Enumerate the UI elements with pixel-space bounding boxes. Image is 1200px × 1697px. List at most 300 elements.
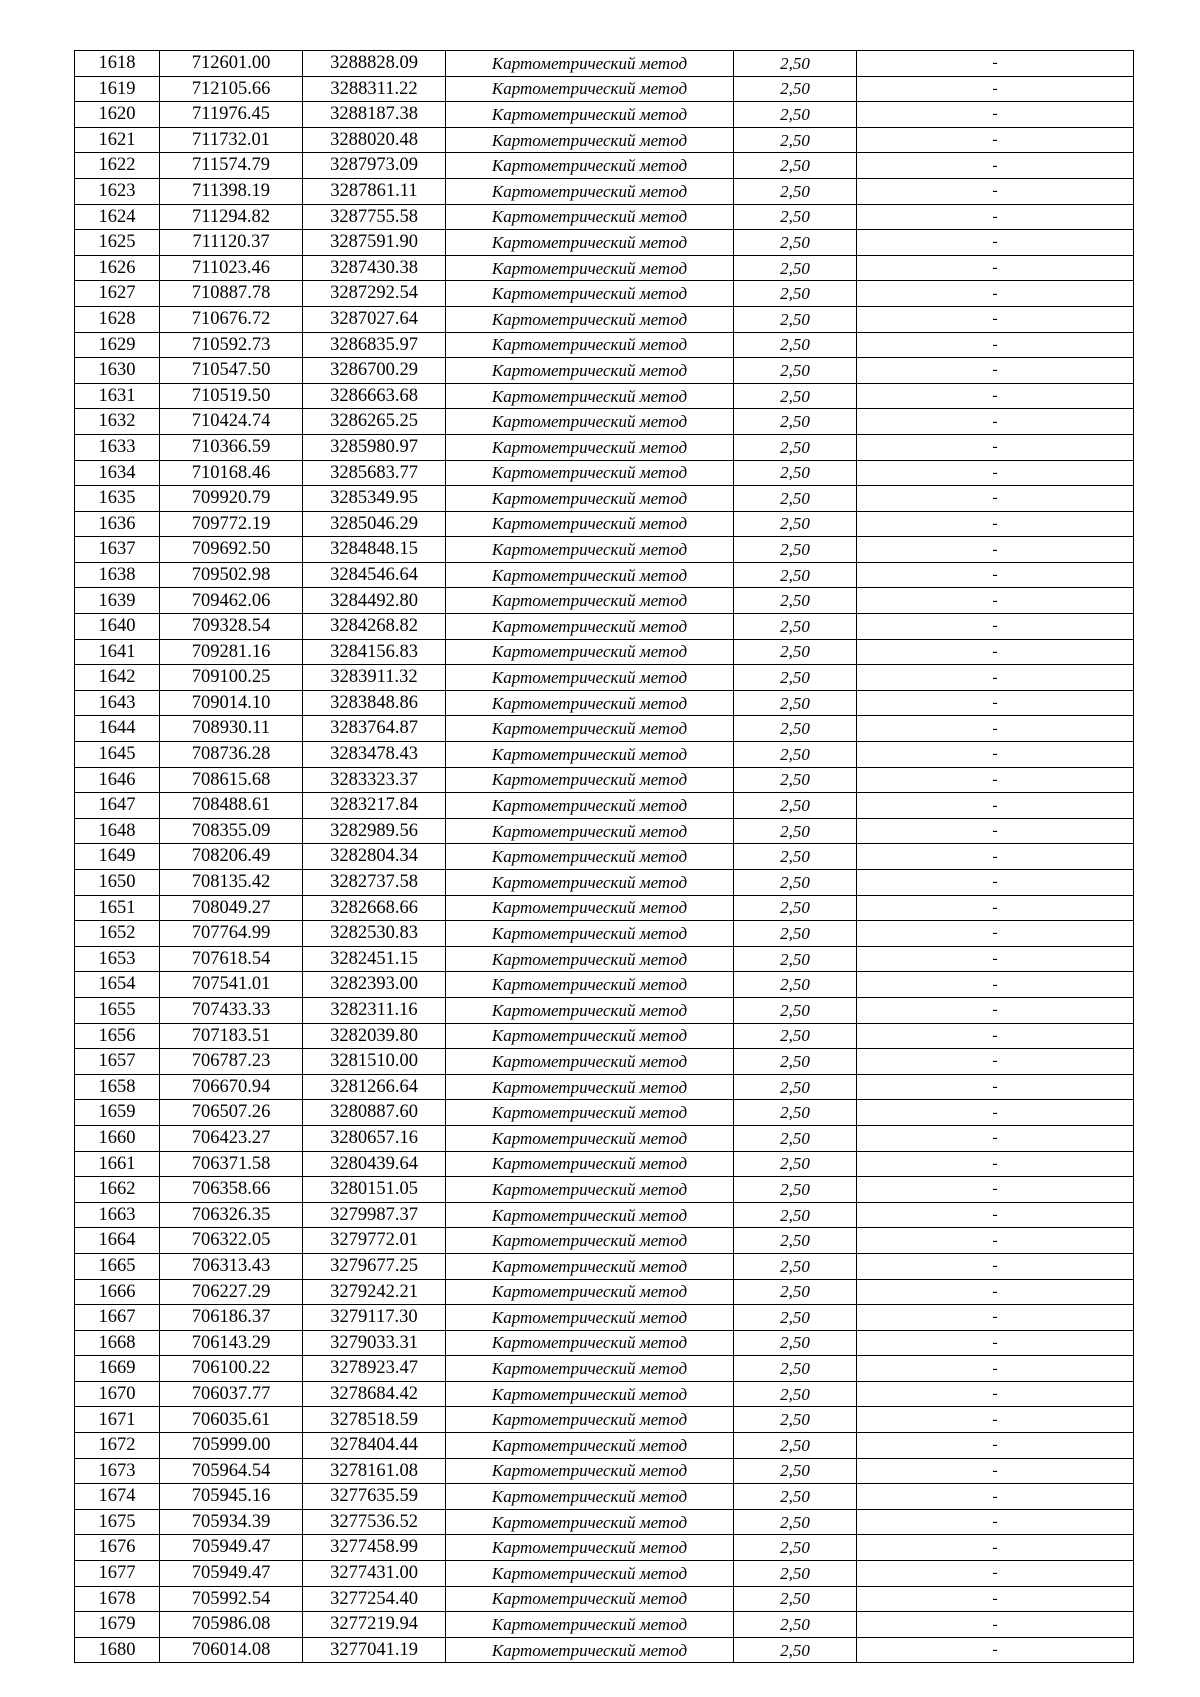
description-cell: - — [857, 1433, 1134, 1459]
y-coordinate-cell: 3283323.37 — [303, 767, 446, 793]
x-coordinate-cell: 711398.19 — [160, 178, 303, 204]
accuracy-cell: 2,50 — [734, 1535, 857, 1561]
accuracy-cell: 2,50 — [734, 818, 857, 844]
x-coordinate-cell: 706227.29 — [160, 1279, 303, 1305]
description-cell: - — [857, 204, 1134, 230]
point-number-cell: 1672 — [75, 1433, 160, 1459]
y-coordinate-cell: 3287861.11 — [303, 178, 446, 204]
description-cell: - — [857, 178, 1134, 204]
x-coordinate-cell: 709692.50 — [160, 537, 303, 563]
y-coordinate-cell: 3278518.59 — [303, 1407, 446, 1433]
description-cell: - — [857, 76, 1134, 102]
description-cell: - — [857, 562, 1134, 588]
description-cell: - — [857, 793, 1134, 819]
x-coordinate-cell: 707541.01 — [160, 972, 303, 998]
description-cell: - — [857, 1381, 1134, 1407]
x-coordinate-cell: 706326.35 — [160, 1202, 303, 1228]
accuracy-cell: 2,50 — [734, 1330, 857, 1356]
x-coordinate-cell: 712105.66 — [160, 76, 303, 102]
point-number-cell: 1670 — [75, 1381, 160, 1407]
accuracy-cell: 2,50 — [734, 742, 857, 768]
point-number-cell: 1646 — [75, 767, 160, 793]
x-coordinate-cell: 706313.43 — [160, 1253, 303, 1279]
y-coordinate-cell: 3277536.52 — [303, 1509, 446, 1535]
description-cell: - — [857, 1484, 1134, 1510]
table-row — [75, 230, 1134, 256]
table-row — [75, 972, 1134, 998]
y-coordinate-cell: 3278923.47 — [303, 1356, 446, 1382]
point-number-cell: 1635 — [75, 486, 160, 512]
description-cell: - — [857, 230, 1134, 256]
point-number-cell: 1658 — [75, 1074, 160, 1100]
x-coordinate-cell: 706423.27 — [160, 1125, 303, 1151]
y-coordinate-cell: 3280657.16 — [303, 1125, 446, 1151]
x-coordinate-cell: 710547.50 — [160, 358, 303, 384]
point-number-cell: 1618 — [75, 51, 160, 77]
accuracy-cell: 2,50 — [734, 383, 857, 409]
x-coordinate-cell: 706371.58 — [160, 1151, 303, 1177]
x-coordinate-cell: 710887.78 — [160, 281, 303, 307]
table-row — [75, 178, 1134, 204]
method-cell: Картометрический метод — [446, 1484, 734, 1510]
accuracy-cell: 2,50 — [734, 486, 857, 512]
accuracy-cell: 2,50 — [734, 511, 857, 537]
y-coordinate-cell: 3285683.77 — [303, 460, 446, 486]
y-coordinate-cell: 3285980.97 — [303, 434, 446, 460]
description-cell: - — [857, 1330, 1134, 1356]
accuracy-cell: 2,50 — [734, 562, 857, 588]
accuracy-cell: 2,50 — [734, 434, 857, 460]
accuracy-cell: 2,50 — [734, 614, 857, 640]
table-row — [75, 51, 1134, 77]
x-coordinate-cell: 711976.45 — [160, 102, 303, 128]
x-coordinate-cell: 710424.74 — [160, 409, 303, 435]
point-number-cell: 1663 — [75, 1202, 160, 1228]
table-row — [75, 332, 1134, 358]
method-cell: Картометрический метод — [446, 1458, 734, 1484]
accuracy-cell: 2,50 — [734, 997, 857, 1023]
point-number-cell: 1666 — [75, 1279, 160, 1305]
method-cell: Картометрический метод — [446, 1177, 734, 1203]
point-number-cell: 1671 — [75, 1407, 160, 1433]
accuracy-cell: 2,50 — [734, 716, 857, 742]
method-cell: Картометрический метод — [446, 230, 734, 256]
description-cell: - — [857, 1561, 1134, 1587]
method-cell: Картометрический метод — [446, 1100, 734, 1126]
description-cell: - — [857, 1100, 1134, 1126]
table-row — [75, 1202, 1134, 1228]
accuracy-cell: 2,50 — [734, 793, 857, 819]
point-number-cell: 1645 — [75, 742, 160, 768]
description-cell: - — [857, 127, 1134, 153]
y-coordinate-cell: 3282737.58 — [303, 870, 446, 896]
point-number-cell: 1644 — [75, 716, 160, 742]
y-coordinate-cell: 3278161.08 — [303, 1458, 446, 1484]
table-row — [75, 716, 1134, 742]
point-number-cell: 1652 — [75, 921, 160, 947]
method-cell: Картометрический метод — [446, 1535, 734, 1561]
x-coordinate-cell: 708488.61 — [160, 793, 303, 819]
description-cell: - — [857, 639, 1134, 665]
y-coordinate-cell: 3281266.64 — [303, 1074, 446, 1100]
accuracy-cell: 2,50 — [734, 1381, 857, 1407]
description-cell: - — [857, 1612, 1134, 1638]
y-coordinate-cell: 3279033.31 — [303, 1330, 446, 1356]
table-row — [75, 767, 1134, 793]
table-row — [75, 383, 1134, 409]
description-cell: - — [857, 1049, 1134, 1075]
y-coordinate-cell: 3279242.21 — [303, 1279, 446, 1305]
point-number-cell: 1630 — [75, 358, 160, 384]
y-coordinate-cell: 3286265.25 — [303, 409, 446, 435]
point-number-cell: 1649 — [75, 844, 160, 870]
x-coordinate-cell: 706186.37 — [160, 1305, 303, 1331]
x-coordinate-cell: 711294.82 — [160, 204, 303, 230]
x-coordinate-cell: 710366.59 — [160, 434, 303, 460]
description-cell: - — [857, 306, 1134, 332]
accuracy-cell: 2,50 — [734, 1458, 857, 1484]
y-coordinate-cell: 3283764.87 — [303, 716, 446, 742]
method-cell: Картометрический метод — [446, 665, 734, 691]
y-coordinate-cell: 3281510.00 — [303, 1049, 446, 1075]
point-number-cell: 1636 — [75, 511, 160, 537]
y-coordinate-cell: 3277431.00 — [303, 1561, 446, 1587]
table-row — [75, 1279, 1134, 1305]
point-number-cell: 1638 — [75, 562, 160, 588]
description-cell: - — [857, 1407, 1134, 1433]
method-cell: Картометрический метод — [446, 921, 734, 947]
point-number-cell: 1678 — [75, 1586, 160, 1612]
table-row — [75, 204, 1134, 230]
table-row — [75, 1330, 1134, 1356]
x-coordinate-cell: 706787.23 — [160, 1049, 303, 1075]
table-row — [75, 76, 1134, 102]
y-coordinate-cell: 3279987.37 — [303, 1202, 446, 1228]
description-cell: - — [857, 767, 1134, 793]
x-coordinate-cell: 705945.16 — [160, 1484, 303, 1510]
accuracy-cell: 2,50 — [734, 1074, 857, 1100]
y-coordinate-cell: 3282530.83 — [303, 921, 446, 947]
method-cell: Картометрический метод — [446, 767, 734, 793]
method-cell: Картометрический метод — [446, 153, 734, 179]
point-number-cell: 1626 — [75, 255, 160, 281]
y-coordinate-cell: 3288020.48 — [303, 127, 446, 153]
method-cell: Картометрический метод — [446, 1279, 734, 1305]
y-coordinate-cell: 3282668.66 — [303, 895, 446, 921]
description-cell: - — [857, 614, 1134, 640]
method-cell: Картометрический метод — [446, 1433, 734, 1459]
point-number-cell: 1647 — [75, 793, 160, 819]
table-row — [75, 409, 1134, 435]
method-cell: Картометрический метод — [446, 818, 734, 844]
accuracy-cell: 2,50 — [734, 204, 857, 230]
method-cell: Картометрический метод — [446, 306, 734, 332]
description-cell: - — [857, 1637, 1134, 1663]
description-cell: - — [857, 1074, 1134, 1100]
table-row — [75, 588, 1134, 614]
accuracy-cell: 2,50 — [734, 870, 857, 896]
point-number-cell: 1619 — [75, 76, 160, 102]
table-row — [75, 511, 1134, 537]
y-coordinate-cell: 3280439.64 — [303, 1151, 446, 1177]
point-number-cell: 1628 — [75, 306, 160, 332]
y-coordinate-cell: 3282393.00 — [303, 972, 446, 998]
accuracy-cell: 2,50 — [734, 1049, 857, 1075]
table-row — [75, 306, 1134, 332]
method-cell: Картометрический метод — [446, 793, 734, 819]
description-cell: - — [857, 1023, 1134, 1049]
description-cell: - — [857, 383, 1134, 409]
x-coordinate-cell: 706014.08 — [160, 1637, 303, 1663]
table-row — [75, 895, 1134, 921]
method-cell: Картометрический метод — [446, 1023, 734, 1049]
point-number-cell: 1673 — [75, 1458, 160, 1484]
table-row — [75, 1612, 1134, 1638]
y-coordinate-cell: 3277219.94 — [303, 1612, 446, 1638]
x-coordinate-cell: 709502.98 — [160, 562, 303, 588]
description-cell: - — [857, 511, 1134, 537]
table-row — [75, 460, 1134, 486]
method-cell: Картометрический метод — [446, 1509, 734, 1535]
description-cell: - — [857, 102, 1134, 128]
accuracy-cell: 2,50 — [734, 537, 857, 563]
method-cell: Картометрический метод — [446, 281, 734, 307]
x-coordinate-cell: 706507.26 — [160, 1100, 303, 1126]
method-cell: Картометрический метод — [446, 946, 734, 972]
method-cell: Картометрический метод — [446, 1228, 734, 1254]
y-coordinate-cell: 3277635.59 — [303, 1484, 446, 1510]
method-cell: Картометрический метод — [446, 1151, 734, 1177]
y-coordinate-cell: 3284546.64 — [303, 562, 446, 588]
method-cell: Картометрический метод — [446, 972, 734, 998]
description-cell: - — [857, 486, 1134, 512]
point-number-cell: 1629 — [75, 332, 160, 358]
x-coordinate-cell: 711120.37 — [160, 230, 303, 256]
table-row — [75, 639, 1134, 665]
table-row — [75, 127, 1134, 153]
method-cell: Картометрический метод — [446, 1074, 734, 1100]
accuracy-cell: 2,50 — [734, 460, 857, 486]
method-cell: Картометрический метод — [446, 742, 734, 768]
accuracy-cell: 2,50 — [734, 1177, 857, 1203]
x-coordinate-cell: 709462.06 — [160, 588, 303, 614]
point-number-cell: 1679 — [75, 1612, 160, 1638]
point-number-cell: 1668 — [75, 1330, 160, 1356]
accuracy-cell: 2,50 — [734, 946, 857, 972]
point-number-cell: 1651 — [75, 895, 160, 921]
description-cell: - — [857, 1305, 1134, 1331]
table-row — [75, 1637, 1134, 1663]
point-number-cell: 1642 — [75, 665, 160, 691]
method-cell: Картометрический метод — [446, 1561, 734, 1587]
table-row — [75, 358, 1134, 384]
method-cell: Картометрический метод — [446, 486, 734, 512]
description-cell: - — [857, 946, 1134, 972]
y-coordinate-cell: 3285046.29 — [303, 511, 446, 537]
accuracy-cell: 2,50 — [734, 153, 857, 179]
description-cell: - — [857, 1535, 1134, 1561]
x-coordinate-cell: 712601.00 — [160, 51, 303, 77]
x-coordinate-cell: 709100.25 — [160, 665, 303, 691]
x-coordinate-cell: 706358.66 — [160, 1177, 303, 1203]
y-coordinate-cell: 3285349.95 — [303, 486, 446, 512]
point-number-cell: 1664 — [75, 1228, 160, 1254]
x-coordinate-cell: 708049.27 — [160, 895, 303, 921]
description-cell: - — [857, 1125, 1134, 1151]
point-number-cell: 1648 — [75, 818, 160, 844]
method-cell: Картометрический метод — [446, 358, 734, 384]
point-number-cell: 1667 — [75, 1305, 160, 1331]
table-row — [75, 997, 1134, 1023]
point-number-cell: 1659 — [75, 1100, 160, 1126]
x-coordinate-cell: 708615.68 — [160, 767, 303, 793]
x-coordinate-cell: 710519.50 — [160, 383, 303, 409]
description-cell: - — [857, 716, 1134, 742]
method-cell: Картометрический метод — [446, 895, 734, 921]
table-row — [75, 1381, 1134, 1407]
accuracy-cell: 2,50 — [734, 306, 857, 332]
point-number-cell: 1639 — [75, 588, 160, 614]
accuracy-cell: 2,50 — [734, 844, 857, 870]
accuracy-cell: 2,50 — [734, 1356, 857, 1382]
table-row — [75, 818, 1134, 844]
x-coordinate-cell: 711023.46 — [160, 255, 303, 281]
method-cell: Картометрический метод — [446, 870, 734, 896]
method-cell: Картометрический метод — [446, 383, 734, 409]
accuracy-cell: 2,50 — [734, 1100, 857, 1126]
table-row — [75, 870, 1134, 896]
y-coordinate-cell: 3283911.32 — [303, 665, 446, 691]
table-row — [75, 1407, 1134, 1433]
y-coordinate-cell: 3282311.16 — [303, 997, 446, 1023]
x-coordinate-cell: 709014.10 — [160, 690, 303, 716]
description-cell: - — [857, 281, 1134, 307]
accuracy-cell: 2,50 — [734, 895, 857, 921]
accuracy-cell: 2,50 — [734, 1202, 857, 1228]
point-number-cell: 1641 — [75, 639, 160, 665]
y-coordinate-cell: 3283478.43 — [303, 742, 446, 768]
description-cell: - — [857, 434, 1134, 460]
description-cell: - — [857, 1151, 1134, 1177]
description-cell: - — [857, 1202, 1134, 1228]
accuracy-cell: 2,50 — [734, 1484, 857, 1510]
y-coordinate-cell: 3278404.44 — [303, 1433, 446, 1459]
x-coordinate-cell: 706100.22 — [160, 1356, 303, 1382]
method-cell: Картометрический метод — [446, 1612, 734, 1638]
method-cell: Картометрический метод — [446, 690, 734, 716]
table-row — [75, 1177, 1134, 1203]
accuracy-cell: 2,50 — [734, 767, 857, 793]
accuracy-cell: 2,50 — [734, 102, 857, 128]
table-row — [75, 281, 1134, 307]
point-number-cell: 1625 — [75, 230, 160, 256]
description-cell: - — [857, 997, 1134, 1023]
accuracy-cell: 2,50 — [734, 972, 857, 998]
table-body — [75, 51, 1134, 1663]
method-cell: Картометрический метод — [446, 178, 734, 204]
y-coordinate-cell: 3277254.40 — [303, 1586, 446, 1612]
accuracy-cell: 2,50 — [734, 921, 857, 947]
method-cell: Картометрический метод — [446, 332, 734, 358]
y-coordinate-cell: 3282039.80 — [303, 1023, 446, 1049]
description-cell: - — [857, 1458, 1134, 1484]
y-coordinate-cell: 3287755.58 — [303, 204, 446, 230]
table-row — [75, 1484, 1134, 1510]
table-row — [75, 1561, 1134, 1587]
description-cell: - — [857, 690, 1134, 716]
method-cell: Картометрический метод — [446, 639, 734, 665]
table-row — [75, 1356, 1134, 1382]
description-cell: - — [857, 358, 1134, 384]
point-number-cell: 1655 — [75, 997, 160, 1023]
x-coordinate-cell: 709920.79 — [160, 486, 303, 512]
coordinates-table — [74, 50, 1134, 1663]
accuracy-cell: 2,50 — [734, 1637, 857, 1663]
method-cell: Картометрический метод — [446, 1586, 734, 1612]
table-row — [75, 921, 1134, 947]
table-row — [75, 1586, 1134, 1612]
description-cell: - — [857, 1279, 1134, 1305]
method-cell: Картометрический метод — [446, 51, 734, 77]
x-coordinate-cell: 706037.77 — [160, 1381, 303, 1407]
accuracy-cell: 2,50 — [734, 178, 857, 204]
method-cell: Картометрический метод — [446, 1049, 734, 1075]
description-cell: - — [857, 1253, 1134, 1279]
point-number-cell: 1633 — [75, 434, 160, 460]
table-row — [75, 946, 1134, 972]
x-coordinate-cell: 705934.39 — [160, 1509, 303, 1535]
accuracy-cell: 2,50 — [734, 588, 857, 614]
x-coordinate-cell: 705992.54 — [160, 1586, 303, 1612]
x-coordinate-cell: 709772.19 — [160, 511, 303, 537]
point-number-cell: 1674 — [75, 1484, 160, 1510]
table-row — [75, 486, 1134, 512]
description-cell: - — [857, 921, 1134, 947]
table-row — [75, 434, 1134, 460]
description-cell: - — [857, 51, 1134, 77]
table-row — [75, 665, 1134, 691]
point-number-cell: 1640 — [75, 614, 160, 640]
accuracy-cell: 2,50 — [734, 409, 857, 435]
method-cell: Картометрический метод — [446, 76, 734, 102]
method-cell: Картометрический метод — [446, 1125, 734, 1151]
x-coordinate-cell: 709328.54 — [160, 614, 303, 640]
point-number-cell: 1657 — [75, 1049, 160, 1075]
table-row — [75, 793, 1134, 819]
description-cell: - — [857, 1228, 1134, 1254]
y-coordinate-cell: 3277458.99 — [303, 1535, 446, 1561]
accuracy-cell: 2,50 — [734, 1023, 857, 1049]
method-cell: Картометрический метод — [446, 511, 734, 537]
y-coordinate-cell: 3288187.38 — [303, 102, 446, 128]
y-coordinate-cell: 3277041.19 — [303, 1637, 446, 1663]
y-coordinate-cell: 3284156.83 — [303, 639, 446, 665]
table-row — [75, 690, 1134, 716]
description-cell: - — [857, 460, 1134, 486]
method-cell: Картометрический метод — [446, 1637, 734, 1663]
accuracy-cell: 2,50 — [734, 51, 857, 77]
x-coordinate-cell: 706670.94 — [160, 1074, 303, 1100]
y-coordinate-cell: 3278684.42 — [303, 1381, 446, 1407]
method-cell: Картометрический метод — [446, 102, 734, 128]
point-number-cell: 1677 — [75, 1561, 160, 1587]
accuracy-cell: 2,50 — [734, 1151, 857, 1177]
x-coordinate-cell: 711732.01 — [160, 127, 303, 153]
point-number-cell: 1675 — [75, 1509, 160, 1535]
point-number-cell: 1621 — [75, 127, 160, 153]
method-cell: Картометрический метод — [446, 409, 734, 435]
point-number-cell: 1632 — [75, 409, 160, 435]
